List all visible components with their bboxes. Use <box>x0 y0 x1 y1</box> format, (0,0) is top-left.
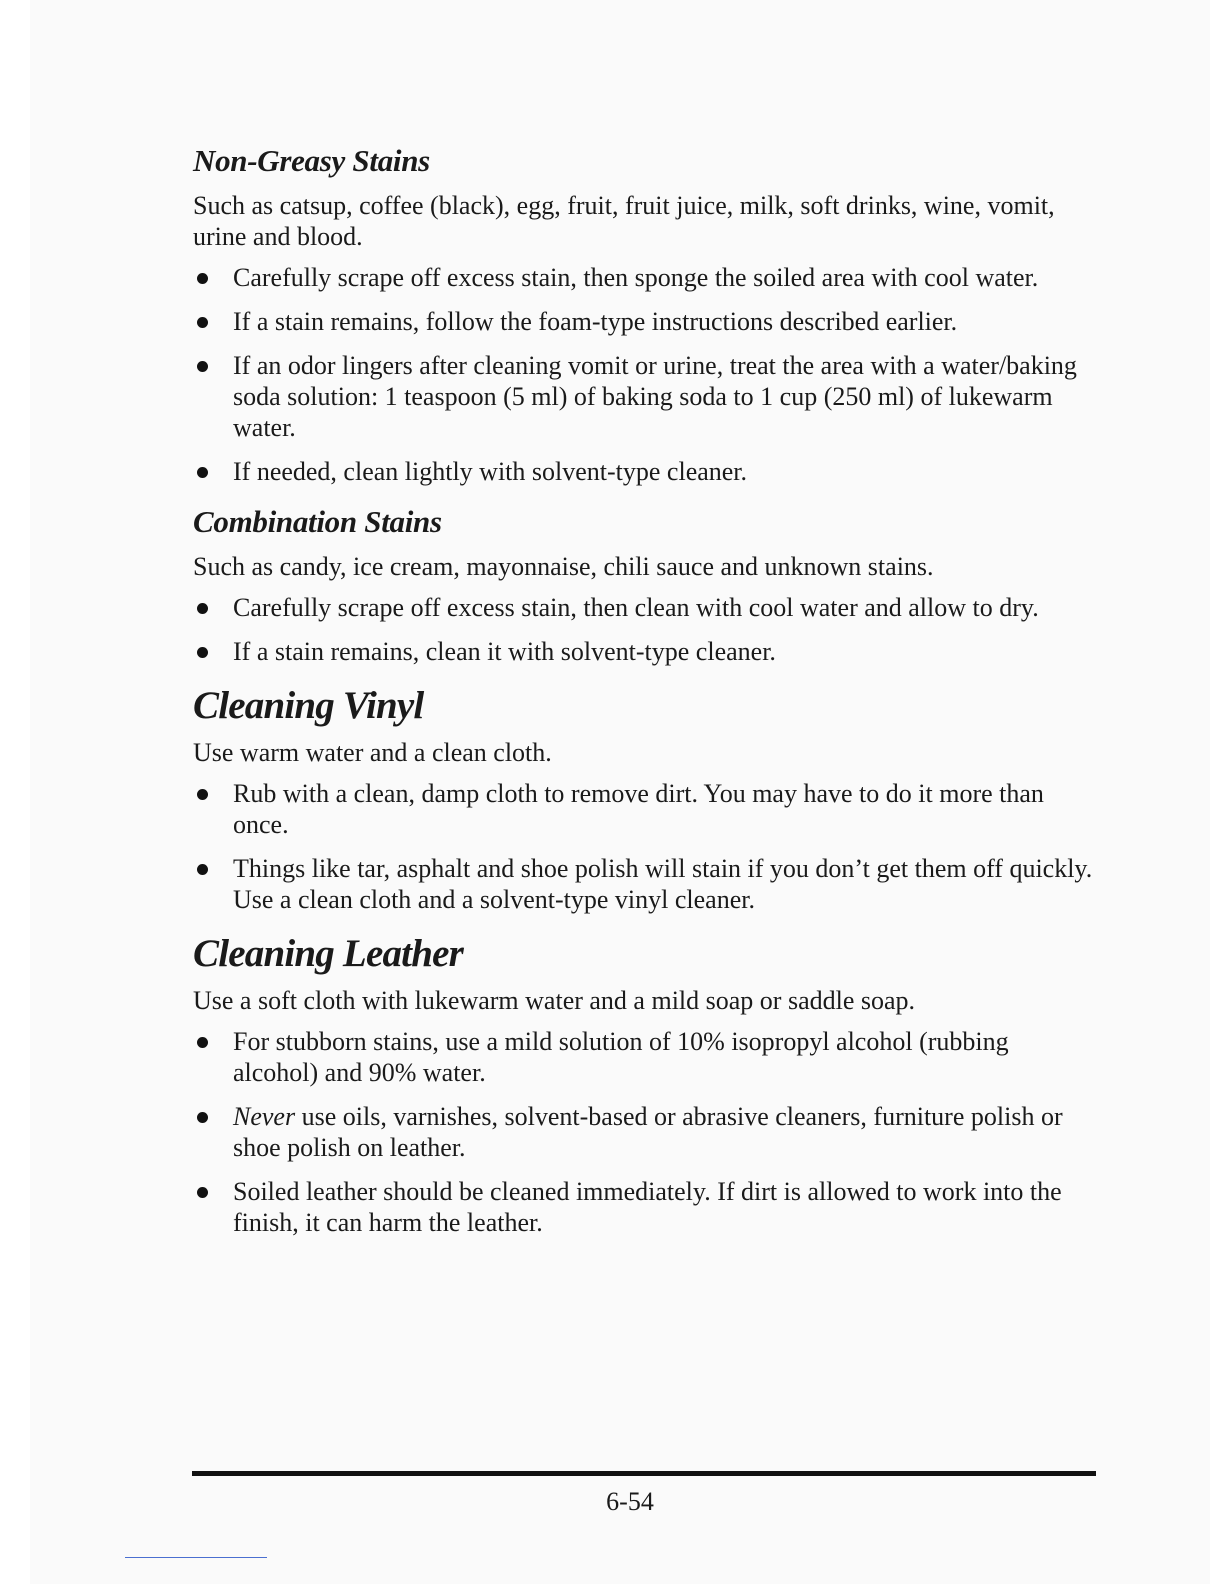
list-item: Things like tar, asphalt and shoe polish will stain if you don’t get them off quickly. Use a clean cloth and a solvent-type vinyl cleaner. <box>193 853 1093 915</box>
bullet-icon <box>197 361 208 372</box>
combination-stains-list <box>193 592 1093 667</box>
list-item: For stubborn stains, use a mild solution of 10% isopropyl alcohol (rubbing alcohol) and 90% water. <box>193 1026 1093 1088</box>
non-greasy-stains-list <box>193 262 1093 487</box>
bullet-icon <box>197 864 208 875</box>
bullet-icon <box>197 467 208 478</box>
list-item: Rub with a clean, damp cloth to remove dirt. You may have to do it more than once. <box>193 778 1093 840</box>
list-item: Never use oils, varnishes, solvent-based or abrasive cleaners, furniture polish or shoe polish on leather. <box>193 1101 1093 1163</box>
page-content <box>193 142 1093 1254</box>
cleaning-vinyl-intro: Use warm water and a clean cloth. <box>193 738 552 767</box>
bullet-icon <box>197 1112 208 1123</box>
bullet-icon <box>197 1187 208 1198</box>
cleaning-vinyl-list <box>193 778 1093 915</box>
page-number: 6-54 <box>606 1487 654 1516</box>
bullet-icon <box>197 317 208 328</box>
combination-stains-heading: Combination Stains <box>193 504 442 539</box>
cleaning-leather-list <box>193 1026 1093 1238</box>
non-greasy-stains-heading: Non-Greasy Stains <box>193 143 430 178</box>
cleaning-vinyl-heading: Cleaning Vinyl <box>193 684 424 727</box>
bullet-icon <box>197 647 208 658</box>
link-underline[interactable] <box>125 1557 267 1558</box>
non-greasy-stains-intro: Such as catsup, coffee (black), egg, fruit, fruit juice, milk, soft drinks, wine, vomit, urine and blood. <box>193 191 1055 251</box>
list-item: If a stain remains, clean it with solvent-type cleaner. <box>193 636 1093 667</box>
bullet-icon <box>197 789 208 800</box>
list-item: If a stain remains, follow the foam-type instructions described earlier. <box>193 306 1093 337</box>
list-item: If needed, clean lightly with solvent-type cleaner. <box>193 456 1093 487</box>
cleaning-leather-heading: Cleaning Leather <box>193 932 463 975</box>
bullet-icon <box>197 603 208 614</box>
manual-page <box>30 0 1210 1584</box>
bullet-icon <box>197 273 208 284</box>
list-item: Carefully scrape off excess stain, then clean with cool water and allow to dry. <box>193 592 1093 623</box>
list-item: Soiled leather should be cleaned immediately. If dirt is allowed to work into the finish, it can harm the leather. <box>193 1176 1093 1238</box>
bullet-icon <box>197 1037 208 1048</box>
cleaning-leather-intro: Use a soft cloth with lukewarm water and a mild soap or saddle soap. <box>193 986 916 1015</box>
footer-rule <box>192 1471 1096 1476</box>
combination-stains-intro: Such as candy, ice cream, mayonnaise, chili sauce and unknown stains. <box>193 552 934 581</box>
never-emphasis: Never <box>233 1102 296 1131</box>
list-item: If an odor lingers after cleaning vomit or urine, treat the area with a water/baking soda solution: 1 teaspoon (5 ml) of baking soda to 1 cup (250 ml) of lukewarm water. <box>193 350 1093 443</box>
list-item: Carefully scrape off excess stain, then sponge the soiled area with cool water. <box>193 262 1093 293</box>
